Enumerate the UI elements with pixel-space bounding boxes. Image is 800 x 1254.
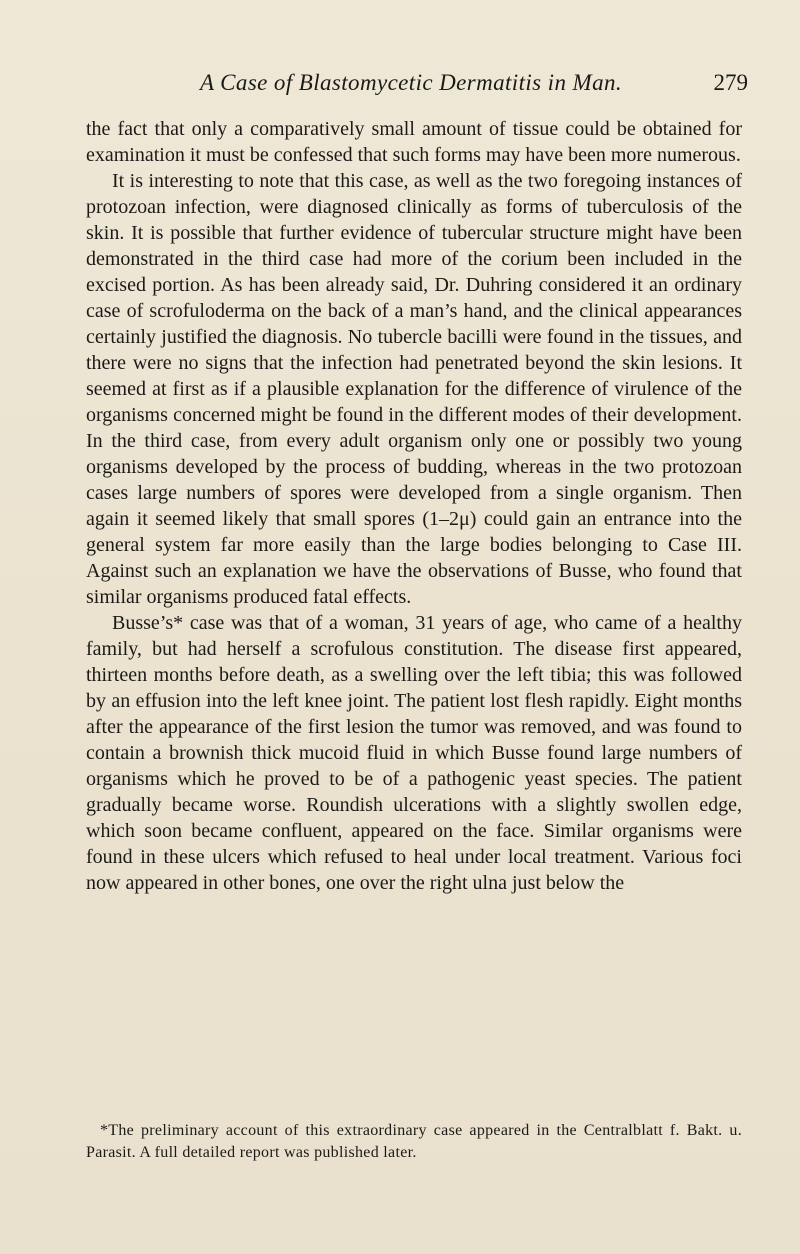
page-number: 279	[713, 70, 748, 95]
paragraph-tuberculosis-diagnosis: It is interesting to note that this case, as well as the two foregoing instances of protozoan infection, were diagnosed clinically as forms of tuberculosis of the skin. It is possible that further evidence of tubercular structure might have been demonstrated in the third case had more of the corium been included in the excised portion. As has been already said, Dr. Duhring considered it an ordinary case of scrofuloderma on the back of a man’s hand, and the clinical appearances certainly justified the diagnosis. No tubercle bacilli were found in the tissues, and there were no signs that the infection had penetrated beyond the skin lesions. It seemed at first as if a plausible explanation for the difference of virulence of the organisms concerned might be found in the different modes of their development. In the third case, from every adult organism only one or possibly two young organisms developed by the process of budding, whereas in the two protozoan cases large numbers of spores were developed from a single organism. Then again it seemed likely that small spores (1–2μ) could gain an entrance into the general system far more easily than the large bodies belonging to Case III. Against such an explanation we have the observations of Busse, who found that similar organisms produced fatal effects.	[86, 170, 742, 608]
paragraph-busse-case: Busse’s* case was that of a woman, 31 years of age, who came of a healthy family, but had herself a scrofulous constitution. The disease first appeared, thirteen months before death, as a swelling over the left tibia; this was followed by an effusion into the left knee joint. The patient lost flesh rapidly. Eight months after the appearance of the first lesion the tumor was removed, and was found to contain a brownish thick mucoid fluid in which Busse found large numbers of organisms which he proved to be of a pathogenic yeast species. The patient gradually became worse. Roundish ulcerations with a slightly swollen edge, which soon became confluent, appeared on the face. Similar organisms were found in these ulcers which refused to heal under local treatment. Various foci now appeared in other bones, one over the right ulna just below the	[86, 612, 742, 894]
footnote	[86, 1120, 742, 1164]
body-text	[86, 116, 742, 896]
footnote-text: *The preliminary account of this extraordinary case appeared in the Centralblatt f. Bakt. u. Parasit. A full detailed report was published later.	[86, 1122, 742, 1161]
page-header	[200, 68, 748, 104]
paragraph-continued: the fact that only a comparatively small amount of tissue could be obtained for examination it must be confessed that such forms may have been more numerous.	[86, 118, 742, 166]
running-title: A Case of Blastomycetic Dermatitis in Man.	[200, 70, 623, 95]
